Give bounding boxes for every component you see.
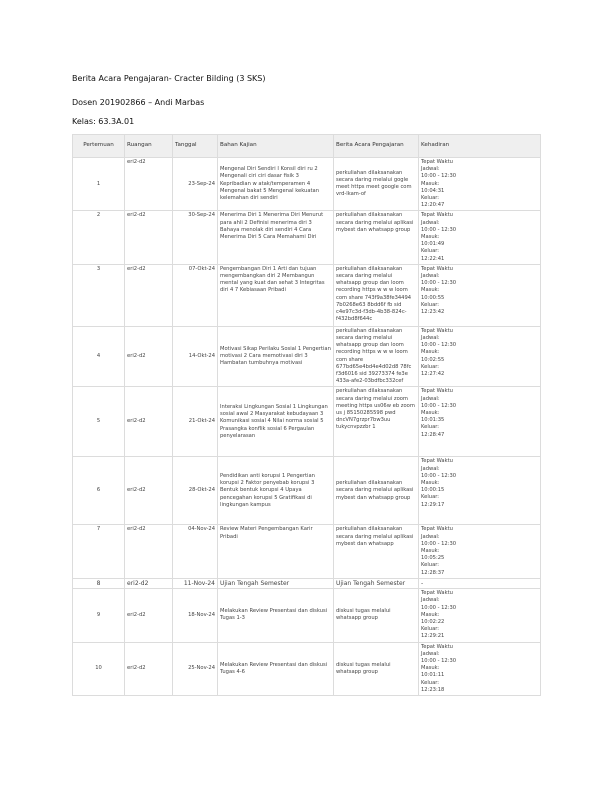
meeting-number: 8	[73, 578, 125, 588]
study-material: Melakukan Review Presentasi dan diskusi Tugas 1-3	[218, 589, 334, 642]
attendance: -	[419, 578, 541, 588]
class-line: Kelas: 63.3A.01	[72, 117, 135, 126]
study-material: Ujian Tengah Semester	[218, 578, 334, 588]
date: 11-Nov-24	[173, 578, 218, 588]
study-material: Menerima Diri 1 Menerima Diri Menurut para ahli 2 Definisi menerima diri 3 Bahaya menolak diri sendiri 4 Cara Menerima Diri 5 Cara Memahami Diri	[218, 211, 334, 264]
room: eri2-d2	[125, 642, 173, 695]
column-header-ruangan: Ruangan	[125, 135, 173, 158]
table-row	[73, 264, 541, 326]
room: eri2-d2	[125, 264, 173, 326]
study-material: Melakukan Review Presentasi dan diskusi Tugas 4-6	[218, 642, 334, 695]
teaching-report: perkuliahan dilaksanakan secara daring melalui aplikasi mybest dan whatsapp	[334, 525, 419, 578]
meeting-number: 9	[73, 589, 125, 642]
meeting-number: 10	[73, 642, 125, 695]
table-row	[73, 158, 541, 211]
attendance: Tepat Waktu Jadwal: 10:00 - 12:30 Masuk: 10:05:25 Keluar: 12:28:37	[419, 525, 541, 578]
teaching-report: perkuliahan dilaksanakan secara daring melalui zoom meeting https us06w eb zoom us j 85150285598 pwd dncVN7grzpr7bw3uu tukycnvpzzbr 1	[334, 387, 419, 457]
attendance-table	[72, 134, 541, 696]
date: 23-Sep-24	[173, 158, 218, 211]
attendance: Tepat Waktu Jadwal: 10:00 - 12:30 Masuk: 10:01:49 Keluar: 12:22:41	[419, 211, 541, 264]
room: eri2-d2	[125, 525, 173, 578]
date: 14-Okt-24	[173, 326, 218, 387]
meeting-number: 1	[73, 158, 125, 211]
teaching-report: perkuliahan dilaksanakan secara daring melalui aplikasi mybest dan whatsapp group	[334, 211, 419, 264]
room: eri2-d2	[125, 326, 173, 387]
study-material: Review Materi Pengembangan Karir Pribadi	[218, 525, 334, 578]
column-header-bahan-kajian: Bahan Kajian	[218, 135, 334, 158]
study-material: Interaksi Lingkungan Sosial 1 Lingkungan sosial awal 2 Masyarakat kebudayaan 3 Komunikasi sosial 4 Nilai norma sosial 5 Prasangka konflik sosial 6 Pergaulan penyelarasan	[218, 387, 334, 457]
date: 21-Okt-24	[173, 387, 218, 457]
lecturer-line: Dosen 201902866 – Andi Marbas	[72, 98, 205, 107]
attendance: Tepat Waktu Jadwal: 10:00 - 12:30 Masuk: 10:01:35 Keluar: 12:28:47	[419, 387, 541, 457]
table-row	[73, 326, 541, 387]
teaching-report: Ujian Tengah Semester	[334, 578, 419, 588]
date: 25-Nov-24	[173, 642, 218, 695]
room: eri2-d2	[125, 457, 173, 525]
column-header-kehadiran: Kehadiran	[419, 135, 541, 158]
study-material: Motivasi Sikap Perilaku Sosial 1 Pengertian motivasi 2 Cara memotivasi diri 3 Hambatan tumbuhnya motivasi	[218, 326, 334, 387]
table-row	[73, 578, 541, 588]
teaching-report: perkuliahan dilaksanakan secara daring melalui whatsapp group dan loom recording https w w w loom com share 743f9a38fe34494 7b0268e63 8bdd6f fb sid c4e97c3d-f3db-4b38-824c-f432bd8f644c	[334, 264, 419, 326]
meeting-number: 3	[73, 264, 125, 326]
room: eri2-d2	[125, 211, 173, 264]
teaching-report: diskusi tugas melalui whatsapp group	[334, 589, 419, 642]
teaching-report: perkuliahan dilaksanakan secara daring melalui aplikasi mybest dan whatsapp group	[334, 457, 419, 525]
date: 28-Okt-24	[173, 457, 218, 525]
table-row	[73, 642, 541, 695]
document-title: Berita Acara Pengajaran- Cracter Bilding (3 SKS)	[72, 74, 266, 83]
table-row	[73, 589, 541, 642]
study-material: Pendidikan anti korupsi 1 Pengertian korupsi 2 Faktor penyebab korupsi 3 Bentuk bentuk korupsi 4 Upaya pencegahan korupsi 5 Gratifikasi di lingkungan kampus	[218, 457, 334, 525]
date: 07-Okt-24	[173, 264, 218, 326]
attendance: Tepat Waktu Jadwal: 10:00 - 12:30 Masuk: 10:02:55 Keluar: 12:27:42	[419, 326, 541, 387]
meeting-number: 7	[73, 525, 125, 578]
meeting-number: 2	[73, 211, 125, 264]
table-row	[73, 211, 541, 264]
room: eri2-d2	[125, 158, 173, 211]
date: 30-Sep-24	[173, 211, 218, 264]
room: eri2-d2	[125, 387, 173, 457]
date: 04-Nov-24	[173, 525, 218, 578]
attendance: Tepat Waktu Jadwal: 10:00 - 12:30 Masuk: 10:01:11 Keluar: 12:23:18	[419, 642, 541, 695]
room: eri2-d2	[125, 578, 173, 588]
study-material: Mengenal Diri Sendiri I Konsil diri ru 2 Mengenali ciri ciri dasar fisik 3 Kepribadian w atak/temperamen 4 Mengenal bakat 5 Mengenal kekuatan kelemahan diri sendiri	[218, 158, 334, 211]
teaching-report: perkuliahan dilaksanakan secara daring melalui gogle meet https meet google com vrd-lkam-of	[334, 158, 419, 211]
column-header-berita-acara: Berita Acara Pengajaran	[334, 135, 419, 158]
teaching-report: diskusi tugas melalui whatsapp group	[334, 642, 419, 695]
table-row	[73, 457, 541, 525]
room: eri2-d2	[125, 589, 173, 642]
meeting-number: 4	[73, 326, 125, 387]
attendance: Tepat Waktu Jadwal: 10:00 - 12:30 Masuk: 10:00:15 Keluar: 12:29:17	[419, 457, 541, 525]
column-header-tanggal: Tanggal	[173, 135, 218, 158]
table-header-row	[73, 135, 541, 158]
teaching-report: perkuliahan dilaksanakan secara daring melalui whatsapp group dan loom recording https w w w loom com share 677bd65e4bd4e4d02d8 78fc f3d6016 sid 39273374 fe3e 433a-afe2-03bdfbc332cef	[334, 326, 419, 387]
attendance: Tepat Waktu Jadwal: 10:00 - 12:30 Masuk: 10:04:31 Keluar: 12:20:47	[419, 158, 541, 211]
meeting-number: 6	[73, 457, 125, 525]
attendance: Tepat Waktu Jadwal: 10:00 - 12:30 Masuk: 10:00:55 Keluar: 12:23:42	[419, 264, 541, 326]
table-row	[73, 387, 541, 457]
attendance: Tepat Waktu Jadwal: 10:00 - 12:30 Masuk: 10:02:22 Keluar: 12:29:21	[419, 589, 541, 642]
date: 18-Nov-24	[173, 589, 218, 642]
study-material: Pengembangan Diri 1 Arti dan tujuan mengembangkan diri 2 Membangun mental yang kuat dan sehat 3 Integritas diri 4 7 Kebiasaan Pribadi	[218, 264, 334, 326]
meeting-number: 5	[73, 387, 125, 457]
column-header-pertemuan: Pertemuan	[73, 135, 125, 158]
table-row	[73, 525, 541, 578]
